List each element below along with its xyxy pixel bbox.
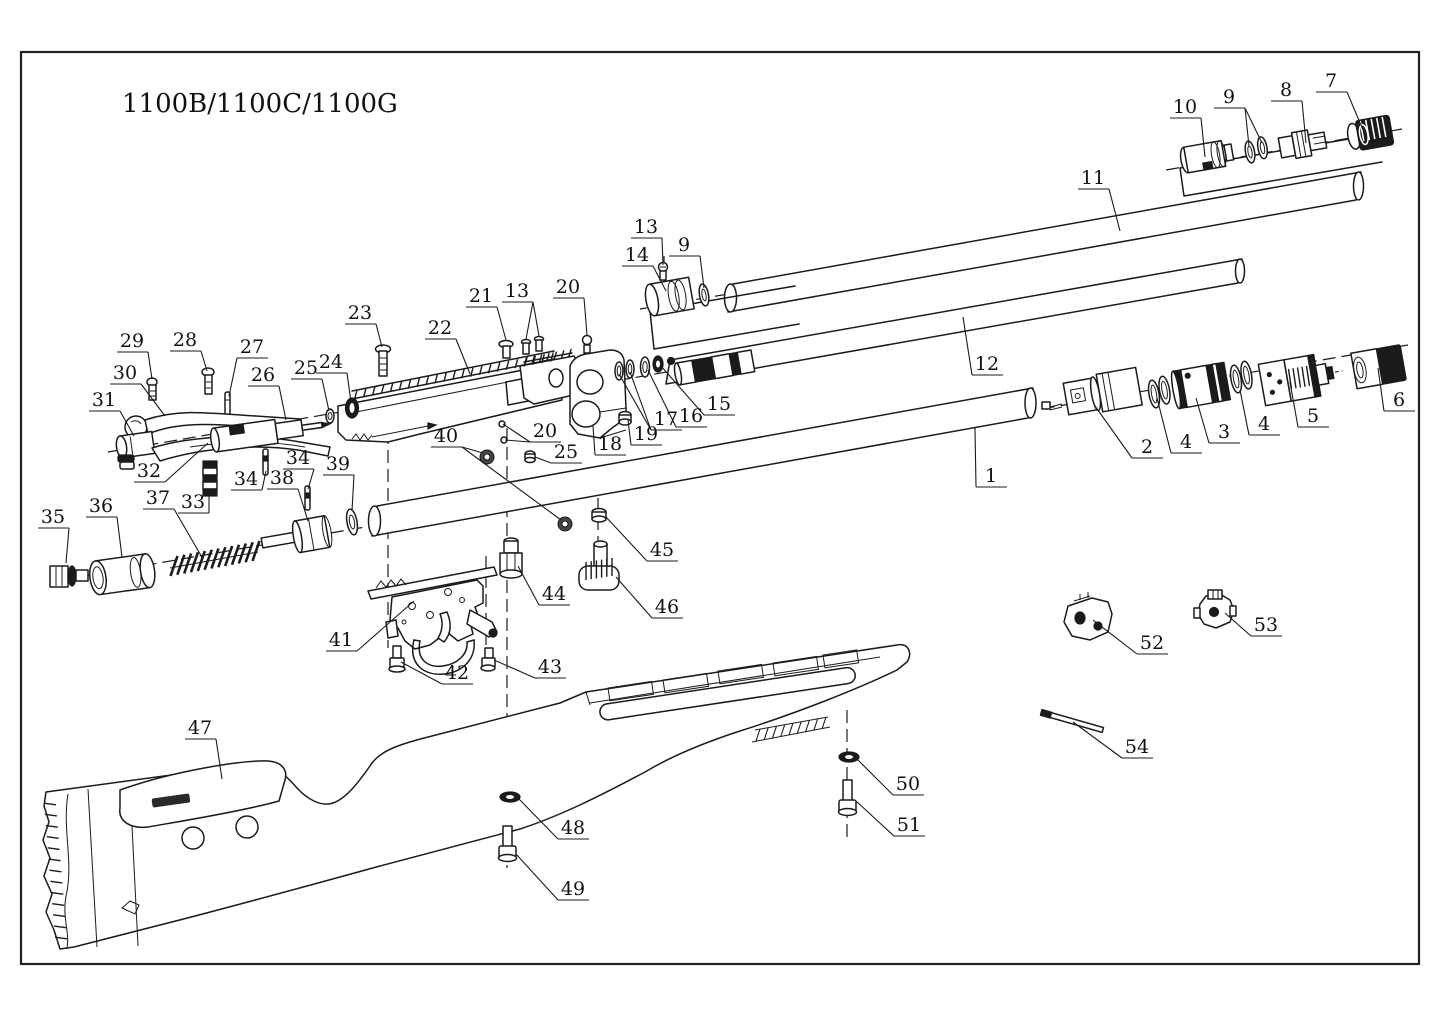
ring-24 xyxy=(346,398,359,418)
part-label-33: 33 xyxy=(180,491,206,513)
part-label-42: 42 xyxy=(444,662,470,684)
part-label-13: 13 xyxy=(633,216,659,238)
part-label-7: 7 xyxy=(1324,70,1338,92)
nut-25 xyxy=(525,451,535,463)
part-label-30: 30 xyxy=(112,362,138,384)
part-label-11: 11 xyxy=(1080,167,1106,189)
part-label-47: 47 xyxy=(187,717,213,739)
part-label-12: 12 xyxy=(974,353,1000,375)
part-label-53: 53 xyxy=(1253,614,1279,636)
part-label-17: 17 xyxy=(653,408,679,430)
part-label-18: 18 xyxy=(597,433,623,455)
part-label-32: 32 xyxy=(136,460,162,482)
part-label-15: 15 xyxy=(706,393,732,415)
part-label-4: 4 xyxy=(1257,413,1271,435)
part-label-5: 5 xyxy=(1306,405,1320,427)
washer-16 xyxy=(641,357,650,377)
part-label-37: 37 xyxy=(145,487,171,509)
part-label-41: 41 xyxy=(328,629,354,651)
part-label-25: 25 xyxy=(293,357,319,379)
washer-17 xyxy=(626,360,634,378)
part-label-20: 20 xyxy=(555,276,581,298)
part-label-9: 9 xyxy=(1222,86,1236,108)
part-label-43: 43 xyxy=(537,656,563,678)
part-label-25: 25 xyxy=(553,441,579,463)
part-label-44: 44 xyxy=(541,583,567,605)
diagram-title: 1100B/1100C/1100G xyxy=(122,89,398,119)
part-label-49: 49 xyxy=(560,878,586,900)
part-label-9: 9 xyxy=(677,234,691,256)
part-label-24: 24 xyxy=(318,351,344,373)
bushing-14 xyxy=(643,277,694,317)
part-label-27: 27 xyxy=(239,336,265,358)
nut-45 xyxy=(592,509,606,523)
screw-13 xyxy=(522,340,531,355)
washer-48 xyxy=(500,792,520,802)
pin-34 xyxy=(305,486,310,510)
washer-50 xyxy=(839,752,859,762)
part-label-34: 34 xyxy=(285,447,311,469)
endcap-6 xyxy=(1351,345,1406,389)
part-label-16: 16 xyxy=(678,405,704,427)
part-label-48: 48 xyxy=(560,817,586,839)
part-label-8: 8 xyxy=(1279,79,1293,101)
washer-17 xyxy=(615,362,623,380)
part-label-50: 50 xyxy=(895,773,921,795)
spring-33 xyxy=(203,461,217,496)
part-label-40: 40 xyxy=(433,425,459,447)
screw-13 xyxy=(659,263,668,281)
part-label-29: 29 xyxy=(119,330,145,352)
part-label-39: 39 xyxy=(325,453,351,475)
part-label-28: 28 xyxy=(172,329,198,351)
part-label-51: 51 xyxy=(896,814,922,836)
washer-25 xyxy=(326,409,334,423)
part-label-23: 23 xyxy=(347,302,373,324)
part-label-21: 21 xyxy=(468,285,494,307)
part-label-13: 13 xyxy=(504,280,530,302)
part-label-35: 35 xyxy=(40,506,66,528)
part-label-22: 22 xyxy=(427,317,453,339)
part-label-3: 3 xyxy=(1217,421,1231,443)
part-label-31: 31 xyxy=(91,389,117,411)
part-label-14: 14 xyxy=(624,244,650,266)
part-label-26: 26 xyxy=(250,364,276,386)
part-label-1: 1 xyxy=(984,465,998,487)
part-label-4: 4 xyxy=(1179,431,1193,453)
nut-19 xyxy=(619,412,631,426)
screw-29 xyxy=(147,378,157,400)
part-label-36: 36 xyxy=(88,495,114,517)
part-label-52: 52 xyxy=(1139,632,1165,654)
part-label-54: 54 xyxy=(1124,736,1150,758)
part-label-46: 46 xyxy=(654,596,680,618)
bushing-44 xyxy=(500,538,522,578)
screw-13 xyxy=(535,337,544,352)
part-label-10: 10 xyxy=(1172,96,1198,118)
part-label-6: 6 xyxy=(1392,389,1406,411)
part-label-45: 45 xyxy=(649,539,675,561)
part-label-34: 34 xyxy=(233,468,259,490)
part-label-20: 20 xyxy=(532,420,558,442)
part-label-2: 2 xyxy=(1140,436,1154,458)
part-label-19: 19 xyxy=(633,423,659,445)
part-label-38: 38 xyxy=(269,467,295,489)
